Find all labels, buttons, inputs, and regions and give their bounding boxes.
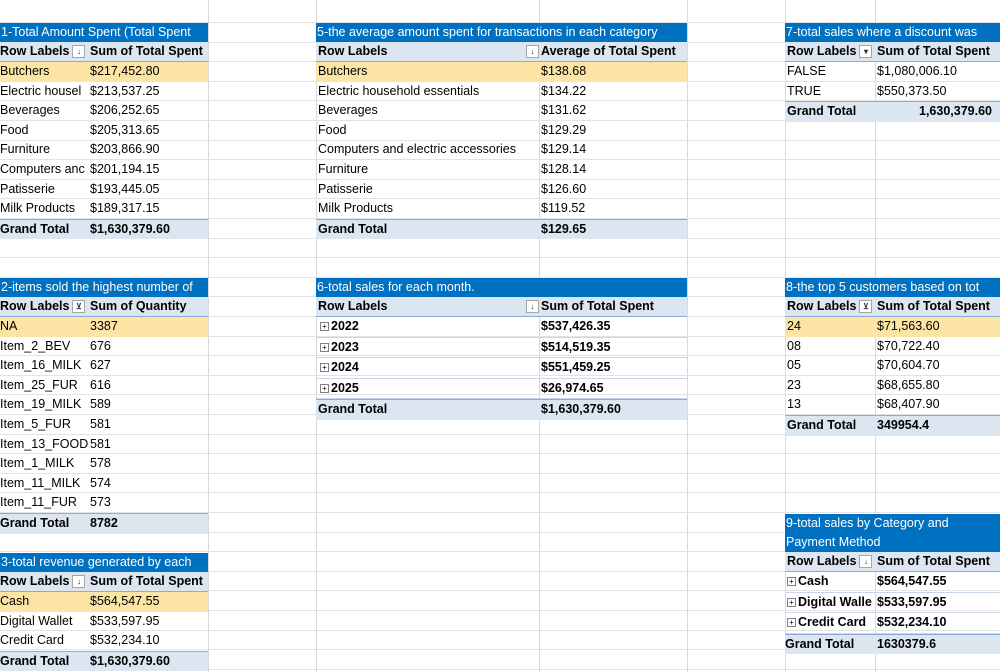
value-cell: 589	[90, 397, 111, 412]
row-label: 23	[787, 377, 801, 392]
value-cell: $128.14	[541, 161, 587, 176]
row-labels-header: Row Labels	[787, 299, 857, 313]
table-row[interactable]	[316, 338, 687, 359]
table-row[interactable]	[785, 395, 1000, 415]
value-cell: $532,234.10	[877, 615, 947, 630]
row-labels-header: Row Labels	[318, 299, 388, 313]
value-cell: $217,452.80	[90, 64, 160, 78]
sort-desc-icon[interactable]: ↓	[72, 45, 85, 58]
table-row[interactable]	[316, 62, 687, 82]
value-cell: $201,194.15	[90, 161, 160, 176]
row-label-cell	[316, 121, 539, 141]
row-label: Item_5_FUR	[0, 416, 71, 431]
grand-total-row[interactable]	[785, 415, 1000, 436]
row-label: Item_1_MILK	[0, 456, 75, 471]
row-label-cell	[316, 180, 539, 200]
row-label-cell	[785, 356, 875, 376]
row-label: 2023	[331, 339, 359, 354]
row-label-cell	[316, 160, 539, 180]
expand-plus-icon[interactable]: +	[787, 577, 796, 586]
pivot-table-payment-revenue	[0, 553, 208, 671]
row-label-cell	[0, 592, 88, 612]
pivot-table-top-customers	[785, 278, 1000, 436]
table-row[interactable]	[0, 415, 208, 435]
pivot-title: 5-the average amount spent for transactions in each category	[316, 23, 687, 42]
table-row[interactable]	[316, 180, 687, 200]
table-row[interactable]	[785, 62, 1000, 82]
row-label: 2025	[331, 380, 359, 395]
row-label: Digital Walle	[798, 594, 872, 609]
expand-plus-icon[interactable]: +	[787, 598, 796, 607]
row-labels-header: Row Labels	[0, 299, 70, 313]
pivot-header	[0, 42, 208, 62]
grand-total-row[interactable]	[0, 219, 208, 240]
value-header: Sum of Total Spent	[877, 299, 990, 313]
row-label-cell	[0, 180, 88, 200]
value-cell: 574	[90, 475, 111, 490]
table-row[interactable]	[0, 101, 208, 121]
row-label: Item_19_MILK	[0, 397, 82, 412]
table-row[interactable]	[0, 160, 208, 180]
value-cell: 627	[90, 358, 111, 373]
row-label-cell	[0, 435, 88, 455]
value-cell: 3387	[90, 319, 118, 333]
row-label-cell	[0, 337, 88, 357]
grand-total-label: Grand Total	[0, 515, 70, 530]
filter-sort-icon[interactable]: ⊻	[859, 300, 872, 313]
value-cell: 578	[90, 456, 111, 471]
table-row[interactable]	[316, 317, 687, 338]
table-row[interactable]	[785, 572, 1000, 593]
row-label: 24	[787, 319, 801, 333]
row-label: FALSE	[787, 64, 826, 78]
row-label-cell	[785, 82, 875, 102]
row-label: 2024	[331, 360, 359, 375]
value-cell: $138.68	[541, 64, 587, 78]
row-label-cell	[785, 395, 875, 415]
row-label: Electric housel	[0, 83, 82, 98]
row-label-cell	[0, 631, 88, 651]
pivot-table-discount-sales	[785, 23, 1000, 122]
table-row[interactable]	[316, 160, 687, 180]
row-label: Milk Products	[0, 201, 76, 216]
value-cell: 616	[90, 377, 111, 392]
row-label-cell	[316, 140, 539, 160]
row-label: Item_11_FUR	[0, 495, 77, 510]
table-row[interactable]	[785, 317, 1000, 337]
row-label-cell	[785, 337, 875, 357]
pivot-table-category-payment	[785, 514, 1000, 654]
row-labels-header: Row Labels	[0, 44, 70, 58]
value-cell: $193,445.05	[90, 181, 160, 196]
value-cell: $533,597.95	[877, 594, 947, 609]
row-label-cell	[785, 593, 875, 613]
table-row[interactable]	[0, 356, 208, 376]
row-label-cell	[0, 356, 88, 376]
row-label: Food	[0, 122, 29, 137]
value-cell: $564,547.55	[90, 594, 160, 608]
value-cell: $131.62	[541, 103, 587, 118]
pivot-title: 7-total sales where a discount was	[785, 23, 1000, 42]
table-row[interactable]	[0, 337, 208, 357]
table-row[interactable]	[0, 474, 208, 494]
value-cell: $206,252.65	[90, 103, 160, 118]
value-cell: $119.52	[541, 201, 586, 216]
grand-total-label: Grand Total	[318, 221, 388, 236]
value-header: Average of Total Spent	[541, 44, 676, 58]
row-label: Milk Products	[318, 201, 394, 216]
value-cell: 676	[90, 338, 111, 353]
value-cell: $189,317.15	[90, 201, 160, 216]
row-label-cell	[316, 379, 539, 399]
table-row[interactable]	[0, 121, 208, 141]
value-cell: $70,722.40	[877, 338, 940, 353]
grand-total-value: 1630379.6	[877, 636, 937, 651]
row-labels-header: Row Labels	[318, 44, 388, 58]
row-label: Butchers	[0, 64, 50, 78]
row-label: Cash	[0, 594, 30, 608]
value-header: Sum of Total Spent	[90, 44, 203, 58]
table-row[interactable]	[0, 199, 208, 219]
row-label: Beverages	[318, 103, 378, 118]
table-row[interactable]	[0, 435, 208, 455]
pivot-header	[785, 42, 1000, 62]
row-label: TRUE	[787, 83, 822, 98]
grand-total-label: Grand Total	[785, 636, 855, 651]
value-cell: $71,563.60	[877, 319, 940, 333]
table-row[interactable]	[316, 82, 687, 102]
row-labels-header: Row Labels	[787, 44, 857, 58]
sort-desc-icon[interactable]: ↓	[526, 300, 539, 313]
row-label: Beverages	[0, 103, 60, 118]
pivot-title: 3-total revenue generated by each	[0, 553, 208, 572]
value-cell: 581	[90, 416, 111, 431]
grand-total-label: Grand Total	[0, 221, 70, 236]
row-label: NA	[0, 319, 18, 333]
grand-total-row[interactable]	[785, 634, 1000, 655]
row-labels-header: Row Labels	[0, 574, 70, 588]
row-label-cell	[316, 358, 539, 378]
row-label: Item_25_FUR	[0, 377, 78, 392]
expand-plus-icon[interactable]: +	[320, 384, 329, 393]
value-cell: $551,459.25	[541, 360, 611, 375]
row-label: 13	[787, 397, 801, 412]
grand-total-row[interactable]	[0, 651, 208, 672]
table-row[interactable]	[785, 82, 1000, 102]
sort-desc-icon[interactable]: ↓	[859, 555, 872, 568]
row-label-cell	[0, 121, 88, 141]
row-label-cell	[785, 572, 875, 592]
row-label-cell	[316, 82, 539, 102]
row-label-cell	[316, 317, 539, 337]
value-header: Sum of Quantity	[90, 299, 187, 313]
table-row[interactable]	[0, 140, 208, 160]
row-label-cell	[785, 62, 875, 82]
row-label-cell	[0, 160, 88, 180]
row-labels-header: Row Labels	[787, 554, 857, 568]
row-label: Item_13_FOOD	[0, 436, 88, 451]
pivot-title: 2-items sold the highest number of	[0, 278, 208, 297]
value-header: Sum of Total Spent	[541, 299, 654, 313]
value-cell: $205,313.65	[90, 122, 160, 137]
row-label-cell	[316, 199, 539, 219]
pivot-table-average-spent	[316, 23, 687, 239]
row-label: Patisserie	[0, 181, 55, 196]
row-label-cell	[316, 338, 539, 358]
value-cell: $70,604.70	[877, 358, 940, 373]
pivot-header	[785, 552, 1000, 572]
value-cell: $514,519.35	[541, 339, 611, 354]
table-row[interactable]	[316, 358, 687, 379]
row-label: 05	[787, 358, 801, 373]
table-row[interactable]	[0, 493, 208, 513]
value-cell: $68,407.90	[877, 397, 940, 412]
pivot-title: 6-total sales for each month.	[316, 278, 687, 297]
row-label: Item_11_MILK	[0, 475, 81, 490]
row-label-cell	[0, 493, 88, 513]
table-row[interactable]	[316, 101, 687, 121]
row-label: Electric household essentials	[318, 83, 480, 98]
pivot-header	[316, 42, 687, 62]
row-label-cell	[0, 140, 88, 160]
table-row[interactable]	[785, 356, 1000, 376]
pivot-title: 9-total sales by Category and Payment Method	[785, 514, 1000, 552]
row-label: Computers and electric accessories	[318, 142, 516, 157]
expand-plus-icon[interactable]: +	[787, 618, 796, 627]
value-cell: $129.14	[541, 142, 587, 157]
gridline	[0, 257, 1000, 258]
grand-total-label: Grand Total	[787, 417, 857, 432]
pivot-header	[785, 297, 1000, 317]
table-row[interactable]	[0, 592, 208, 612]
row-label-cell	[316, 62, 539, 82]
row-label: Item_16_MILK	[0, 358, 82, 373]
filter-sort-icon[interactable]: ⊻	[72, 300, 85, 313]
value-cell: $126.60	[541, 181, 587, 196]
value-cell: 573	[90, 495, 111, 510]
row-label-cell	[0, 376, 88, 396]
row-label: Credit Card	[0, 633, 64, 648]
table-row[interactable]	[785, 337, 1000, 357]
row-label-cell	[0, 101, 88, 121]
pivot-table-monthly-sales	[316, 278, 687, 420]
table-row[interactable]	[785, 593, 1000, 614]
value-header: Sum of Total Spent	[90, 574, 203, 588]
pivot-table-items-quantity	[0, 278, 208, 534]
row-label: Patisserie	[318, 181, 373, 196]
value-cell: $213,537.25	[90, 83, 160, 98]
grand-total-value: 349954.4	[877, 417, 930, 432]
row-label-cell	[0, 454, 88, 474]
table-row[interactable]	[0, 631, 208, 651]
table-row[interactable]	[316, 140, 687, 160]
row-label-cell	[0, 474, 88, 494]
value-cell: $203,866.90	[90, 142, 160, 157]
table-row[interactable]	[0, 180, 208, 200]
grand-total-row[interactable]	[316, 399, 687, 420]
table-row[interactable]	[0, 395, 208, 415]
value-cell: 581	[90, 436, 111, 451]
value-cell: $533,597.95	[90, 613, 160, 628]
row-label-cell	[785, 376, 875, 396]
row-label: Food	[318, 122, 347, 137]
grand-total-value: 8782	[90, 515, 118, 530]
row-label-cell	[785, 613, 875, 633]
table-row[interactable]	[0, 454, 208, 474]
grand-total-value: $1,630,379.60	[541, 402, 621, 417]
row-label: Credit Card	[798, 615, 867, 630]
row-label: 08	[787, 338, 801, 353]
row-label: Butchers	[318, 64, 368, 78]
row-label: Digital Wallet	[0, 613, 73, 628]
row-label-cell	[0, 62, 88, 82]
expand-plus-icon[interactable]: +	[320, 363, 329, 372]
table-row[interactable]	[0, 62, 208, 82]
row-label: Item_2_BEV	[0, 338, 71, 353]
pivot-header	[0, 297, 208, 317]
value-header: Sum of Total Spent	[877, 44, 990, 58]
pivot-header	[316, 297, 687, 317]
grand-total-label: Grand Total	[318, 402, 388, 417]
grand-total-label: Grand Total	[0, 653, 70, 668]
grand-total-label: Grand Total	[787, 104, 857, 119]
row-label: Furniture	[318, 161, 369, 176]
table-row[interactable]	[0, 317, 208, 337]
row-label: Cash	[798, 574, 829, 588]
row-label-cell	[785, 317, 875, 337]
sort-desc-icon[interactable]: ↓	[72, 575, 85, 588]
table-row[interactable]	[0, 82, 208, 102]
table-row[interactable]	[0, 612, 208, 632]
grand-total-row[interactable]	[316, 219, 687, 240]
table-row[interactable]	[316, 199, 687, 219]
value-header: Sum of Total Spent	[877, 554, 990, 568]
value-cell: $1,080,006.10	[877, 64, 957, 78]
pivot-table-total-spent	[0, 23, 208, 239]
row-label: Computers anc	[0, 161, 85, 176]
row-label-cell	[0, 82, 88, 102]
table-row[interactable]	[785, 376, 1000, 396]
row-label: 2022	[331, 319, 359, 333]
row-label-cell	[316, 101, 539, 121]
expand-plus-icon[interactable]: +	[320, 322, 329, 331]
value-cell: $564,547.55	[877, 574, 947, 588]
row-label-cell	[0, 415, 88, 435]
grand-total-row[interactable]	[0, 513, 208, 534]
grand-total-value: $1,630,379.60	[90, 221, 170, 236]
row-label-cell	[0, 317, 88, 337]
pivot-header	[0, 572, 208, 592]
grand-total-value: $129.65	[541, 221, 587, 236]
grand-total-value: $1,630,379.60	[90, 653, 170, 668]
grand-total-value: 1,630,379.60	[919, 104, 992, 119]
dropdown-icon[interactable]: ▾	[859, 45, 872, 58]
table-row[interactable]	[316, 379, 687, 400]
value-cell: $129.29	[541, 122, 587, 137]
value-cell: $532,234.10	[90, 633, 160, 648]
row-label: Furniture	[0, 142, 51, 157]
row-label-cell	[0, 612, 88, 632]
grand-total-row[interactable]	[785, 101, 1000, 122]
value-cell: $550,373.50	[877, 83, 947, 98]
value-cell: $537,426.35	[541, 319, 611, 333]
row-label-cell	[0, 199, 88, 219]
value-cell: $68,655.80	[877, 377, 940, 392]
table-row[interactable]	[785, 613, 1000, 634]
table-row[interactable]	[0, 376, 208, 396]
sort-desc-icon[interactable]: ↓	[526, 45, 539, 58]
row-label-cell	[0, 395, 88, 415]
value-cell: $26,974.65	[541, 380, 604, 395]
pivot-title: 1-Total Amount Spent (Total Spent	[0, 23, 208, 42]
value-cell: $134.22	[541, 83, 587, 98]
table-row[interactable]	[316, 121, 687, 141]
pivot-title: 8-the top 5 customers based on tot	[785, 278, 1000, 297]
expand-plus-icon[interactable]: +	[320, 343, 329, 352]
